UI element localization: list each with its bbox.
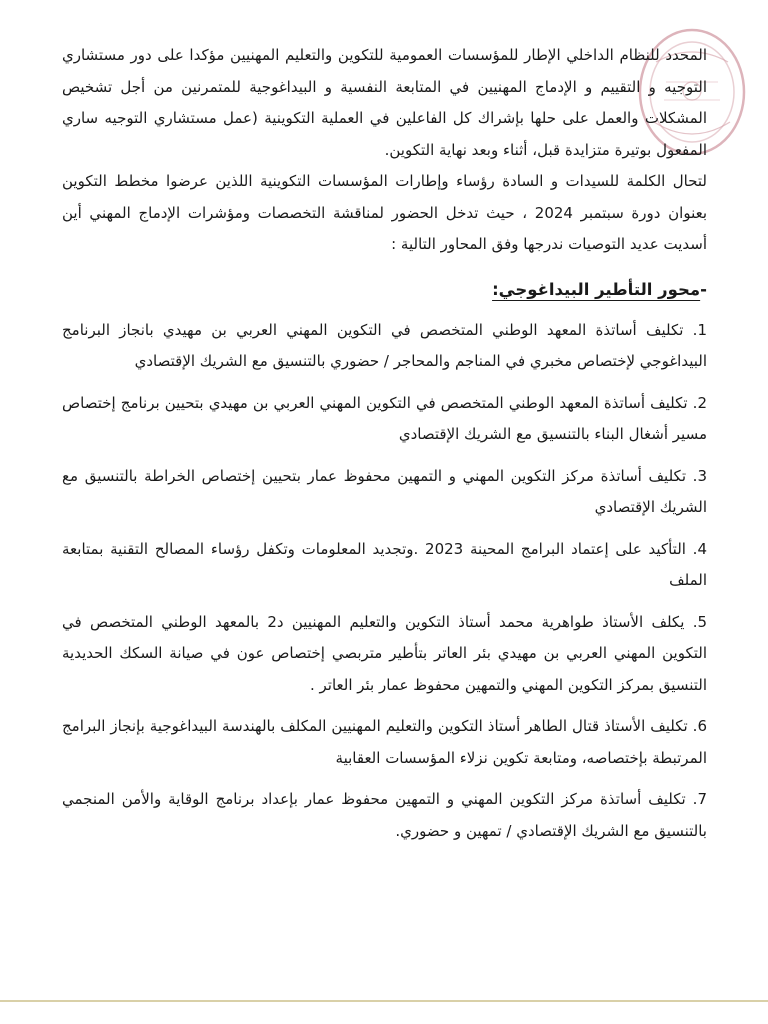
list-item: 7. تكليف أساتذة مركز التكوين المهني و التمهين محفوظ عمار بإعداد برنامج الوقاية والأمن المنجمي بالتنسيق مع الشريك الإقتصادي / تمهين و حضوري. (62, 790, 707, 840)
intro-paragraph: المحدد للنظام الداخلي الإطار للمؤسسات العمومية للتكوين والتعليم المهنيين مؤكدا على دور مستشاري التوجيه و التقييم و الإدماج المهنيين في المتابعة النفسية و البيداغوجية للمتمرنين من أجل تشخيص المشكلات والعمل على حلها بإشراك كل الفاعلين في العملية التكوينية (عمل مستشاري التوجيه ساري المفعول بوتيرة متزايدة قبل، أثناء وبعد نهاية التكوين. (62, 46, 707, 159)
section-title: محور التأطير البيداغوجي: (492, 279, 701, 299)
document-body (62, 40, 707, 847)
list-item: 5. يكلف الأستاذ طواهرية محمد أستاذ التكوين والتعليم المهنيين د2 بالمعهد الوطني المتخصص في التكوين المهني العربي بن مهيدي بئر العاتر بتأطير متربصي إختصاص عون في صيانة السكك الحديدية التنسيق بمركز التكوين المهني والتمهين محفوظ عمار بئر العاتر . (62, 612, 708, 694)
list-item: 1. تكليف أساتذة المعهد الوطني المتخصص في التكوين المهني العربي بن مهيدي بانجاز البرنامج البيداغوجي لإختصاص مخبري في المناجم والمحاجر / حضوري بالتنسيق مع الشريك الإقتصادي (62, 320, 707, 370)
list-item: 2. تكليف أساتذة المعهد الوطني المتخصص في التكوين المهني العربي بن مهيدي بتحيين برنامج إختصاص مسير أشغال البناء بالتنسيق مع الشريك الإقتصادي (62, 393, 707, 443)
list-item: 4. التأكيد على إعتماد البرامج المحينة 2023 .وتجديد المعلومات وتكفل رؤساء المصالح التقنية بمتابعة الملف (62, 539, 707, 589)
section-heading (62, 275, 707, 305)
transition-paragraph: لتحال الكلمة للسيدات و السادة رؤساء وإطارات المؤسسات التكوينية اللذين عرضوا مخطط التكوين بعنوان دورة سبتمبر 2024 ، حيث تدخل الحضور لمناقشة التخصصات ومؤشرات الإدماج المهني أين أسديت عديد التوصيات ندرجها وفق المحاور التالية : (62, 172, 708, 253)
list-item: 3. تكليف أساتذة مركز التكوين المهني و التمهين محفوظ عمار بتحيين إختصاص الخراطة بالتنسيق مع الشريك الإقتصادي (62, 466, 707, 516)
section-bullet: - (700, 279, 707, 299)
list-item: 6. تكليف الأستاذ قتال الطاهر أستاذ التكوين والتعليم المهنيين المكلف بالهندسة البيداغوجية بإنجاز البرامج المرتبطة بإختصاصه، ومتابعة تكوين نزلاء المؤسسات العقابية (62, 717, 707, 767)
page-divider (0, 1000, 768, 1002)
